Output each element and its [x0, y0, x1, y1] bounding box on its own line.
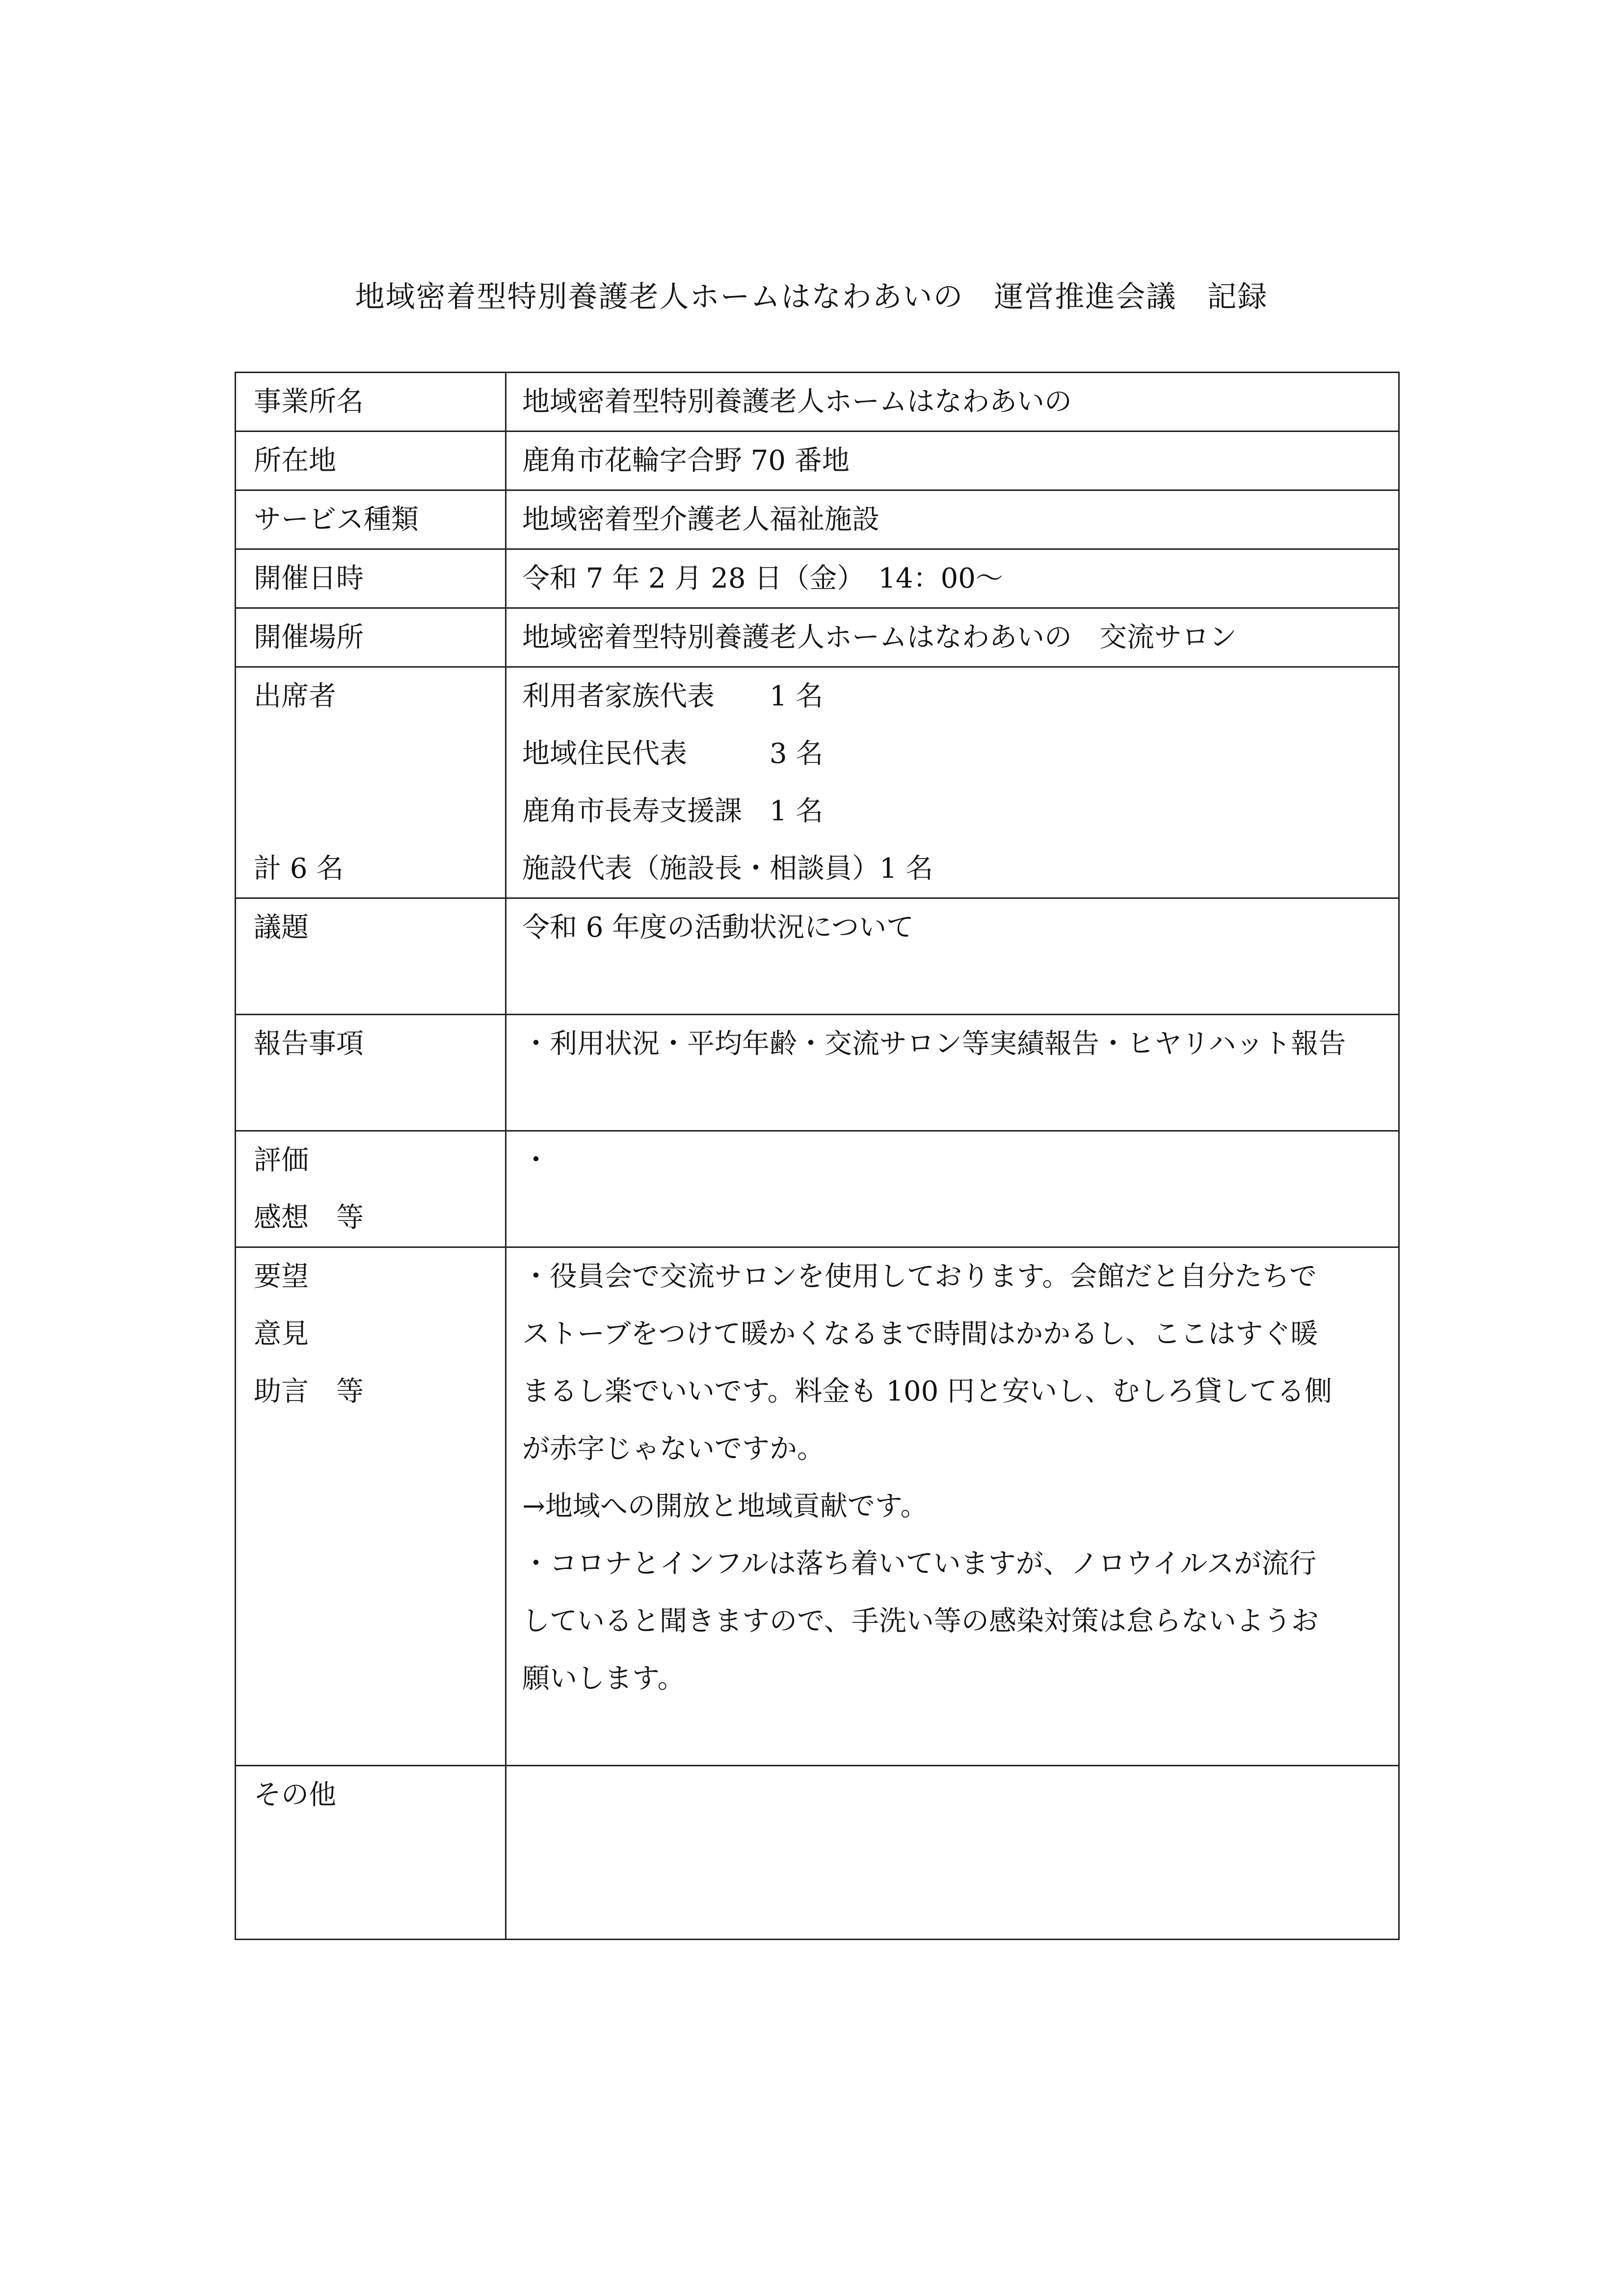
evaluation-value-text: ・ — [522, 1144, 550, 1176]
address-value-text: 鹿角市花輪字合野 70 番地 — [522, 445, 850, 477]
service-value-text: 地域密着型介護老人福祉施設 — [522, 504, 879, 536]
attendees-label-text: 出席者 — [254, 680, 336, 712]
document-title: 地域密着型特別養護老人ホームはなわあいの 運営推進会議 記録 — [355, 280, 1268, 314]
report-label-text: 報告事項 — [254, 1028, 364, 1060]
table-row-attendees — [236, 667, 1399, 898]
meeting-record-table — [235, 372, 1400, 1940]
attendees-total: 計 6 名 — [254, 853, 344, 885]
attendees-value — [506, 667, 1399, 898]
requests-label — [236, 1247, 506, 1766]
office-label — [236, 373, 506, 432]
evaluation-value — [506, 1131, 1399, 1247]
service-value — [506, 490, 1399, 549]
requests-line: ・役員会で交流サロンを使用しております。会館だと自分たちで — [522, 1261, 1317, 1293]
table-row-report — [236, 1015, 1399, 1131]
venue-value-text: 地域密着型特別養護老人ホームはなわあいの 交流サロン — [522, 621, 1237, 653]
report-value — [506, 1015, 1399, 1131]
office-label-text: 事業所名 — [254, 386, 364, 418]
evaluation-label — [236, 1131, 506, 1247]
service-label — [236, 490, 506, 549]
table-row-address — [236, 432, 1399, 490]
attendee-line: 地域住民代表 3 名 — [522, 738, 824, 770]
venue-label — [236, 608, 506, 667]
report-label — [236, 1015, 506, 1131]
venue-value — [506, 608, 1399, 667]
requests-label-line: 要望 — [254, 1261, 309, 1293]
requests-value — [506, 1247, 1399, 1766]
requests-line: まるし楽でいいです。料金も 100 円と安いし、むしろ貸してる側 — [522, 1376, 1332, 1407]
table-row-office — [236, 373, 1399, 432]
other-label-text: その他 — [254, 1779, 336, 1811]
datetime-value-text: 令和 7 年 2 月 28 日（金） 14：00～ — [522, 563, 1003, 594]
datetime-label — [236, 549, 506, 608]
attendee-line: 施設代表（施設長・相談員）1 名 — [522, 853, 933, 885]
requests-line: が赤字じゃないですか。 — [522, 1433, 825, 1465]
table-row-datetime — [236, 549, 1399, 608]
attendee-line: 鹿角市長寿支援課 1 名 — [522, 795, 824, 827]
agenda-value-text: 令和 6 年度の活動状況について — [522, 912, 914, 944]
other-value-text — [522, 1766, 1386, 1824]
table-row-requests — [236, 1247, 1399, 1766]
agenda-value — [506, 898, 1399, 1015]
table-row-evaluation — [236, 1131, 1399, 1247]
table-row-venue — [236, 608, 1399, 667]
address-label — [236, 432, 506, 490]
office-value-text: 地域密着型特別養護老人ホームはなわあいの — [522, 386, 1072, 418]
attendee-line: 利用者家族代表 1 名 — [522, 680, 824, 712]
requests-line: ・コロナとインフルは落ち着いていますが、ノロウイルスが流行 — [522, 1548, 1317, 1580]
requests-label-line: 意見 — [254, 1318, 309, 1350]
datetime-label-text: 開催日時 — [254, 563, 364, 594]
evaluation-label-line: 感想 等 — [254, 1202, 364, 1234]
requests-line: →地域への開放と地域貢献です。 — [522, 1490, 928, 1522]
table-row-service — [236, 490, 1399, 549]
service-label-text: サービス種類 — [254, 504, 419, 536]
requests-line: 願いします。 — [522, 1663, 685, 1695]
venue-label-text: 開催場所 — [254, 621, 364, 653]
evaluation-label-line: 評価 — [254, 1144, 309, 1176]
agenda-label — [236, 898, 506, 1015]
requests-label-line: 助言 等 — [254, 1376, 364, 1407]
agenda-label-text: 議題 — [254, 912, 309, 944]
attendees-label — [236, 667, 506, 898]
requests-line: していると聞きますので、手洗い等の感染対策は怠らないようお — [522, 1605, 1319, 1637]
table-row-other — [236, 1766, 1399, 1940]
address-label-text: 所在地 — [254, 445, 336, 477]
table-row-agenda — [236, 898, 1399, 1015]
address-value — [506, 432, 1399, 490]
other-value — [506, 1766, 1399, 1940]
datetime-value — [506, 549, 1399, 608]
office-value — [506, 373, 1399, 432]
requests-line: ストーブをつけて暖かくなるまで時間はかかるし、ここはすぐ暖 — [522, 1318, 1318, 1350]
report-value-text: ・利用状況・平均年齢・交流サロン等実績報告・ヒヤリハット報告 — [522, 1028, 1346, 1060]
other-label — [236, 1766, 506, 1940]
